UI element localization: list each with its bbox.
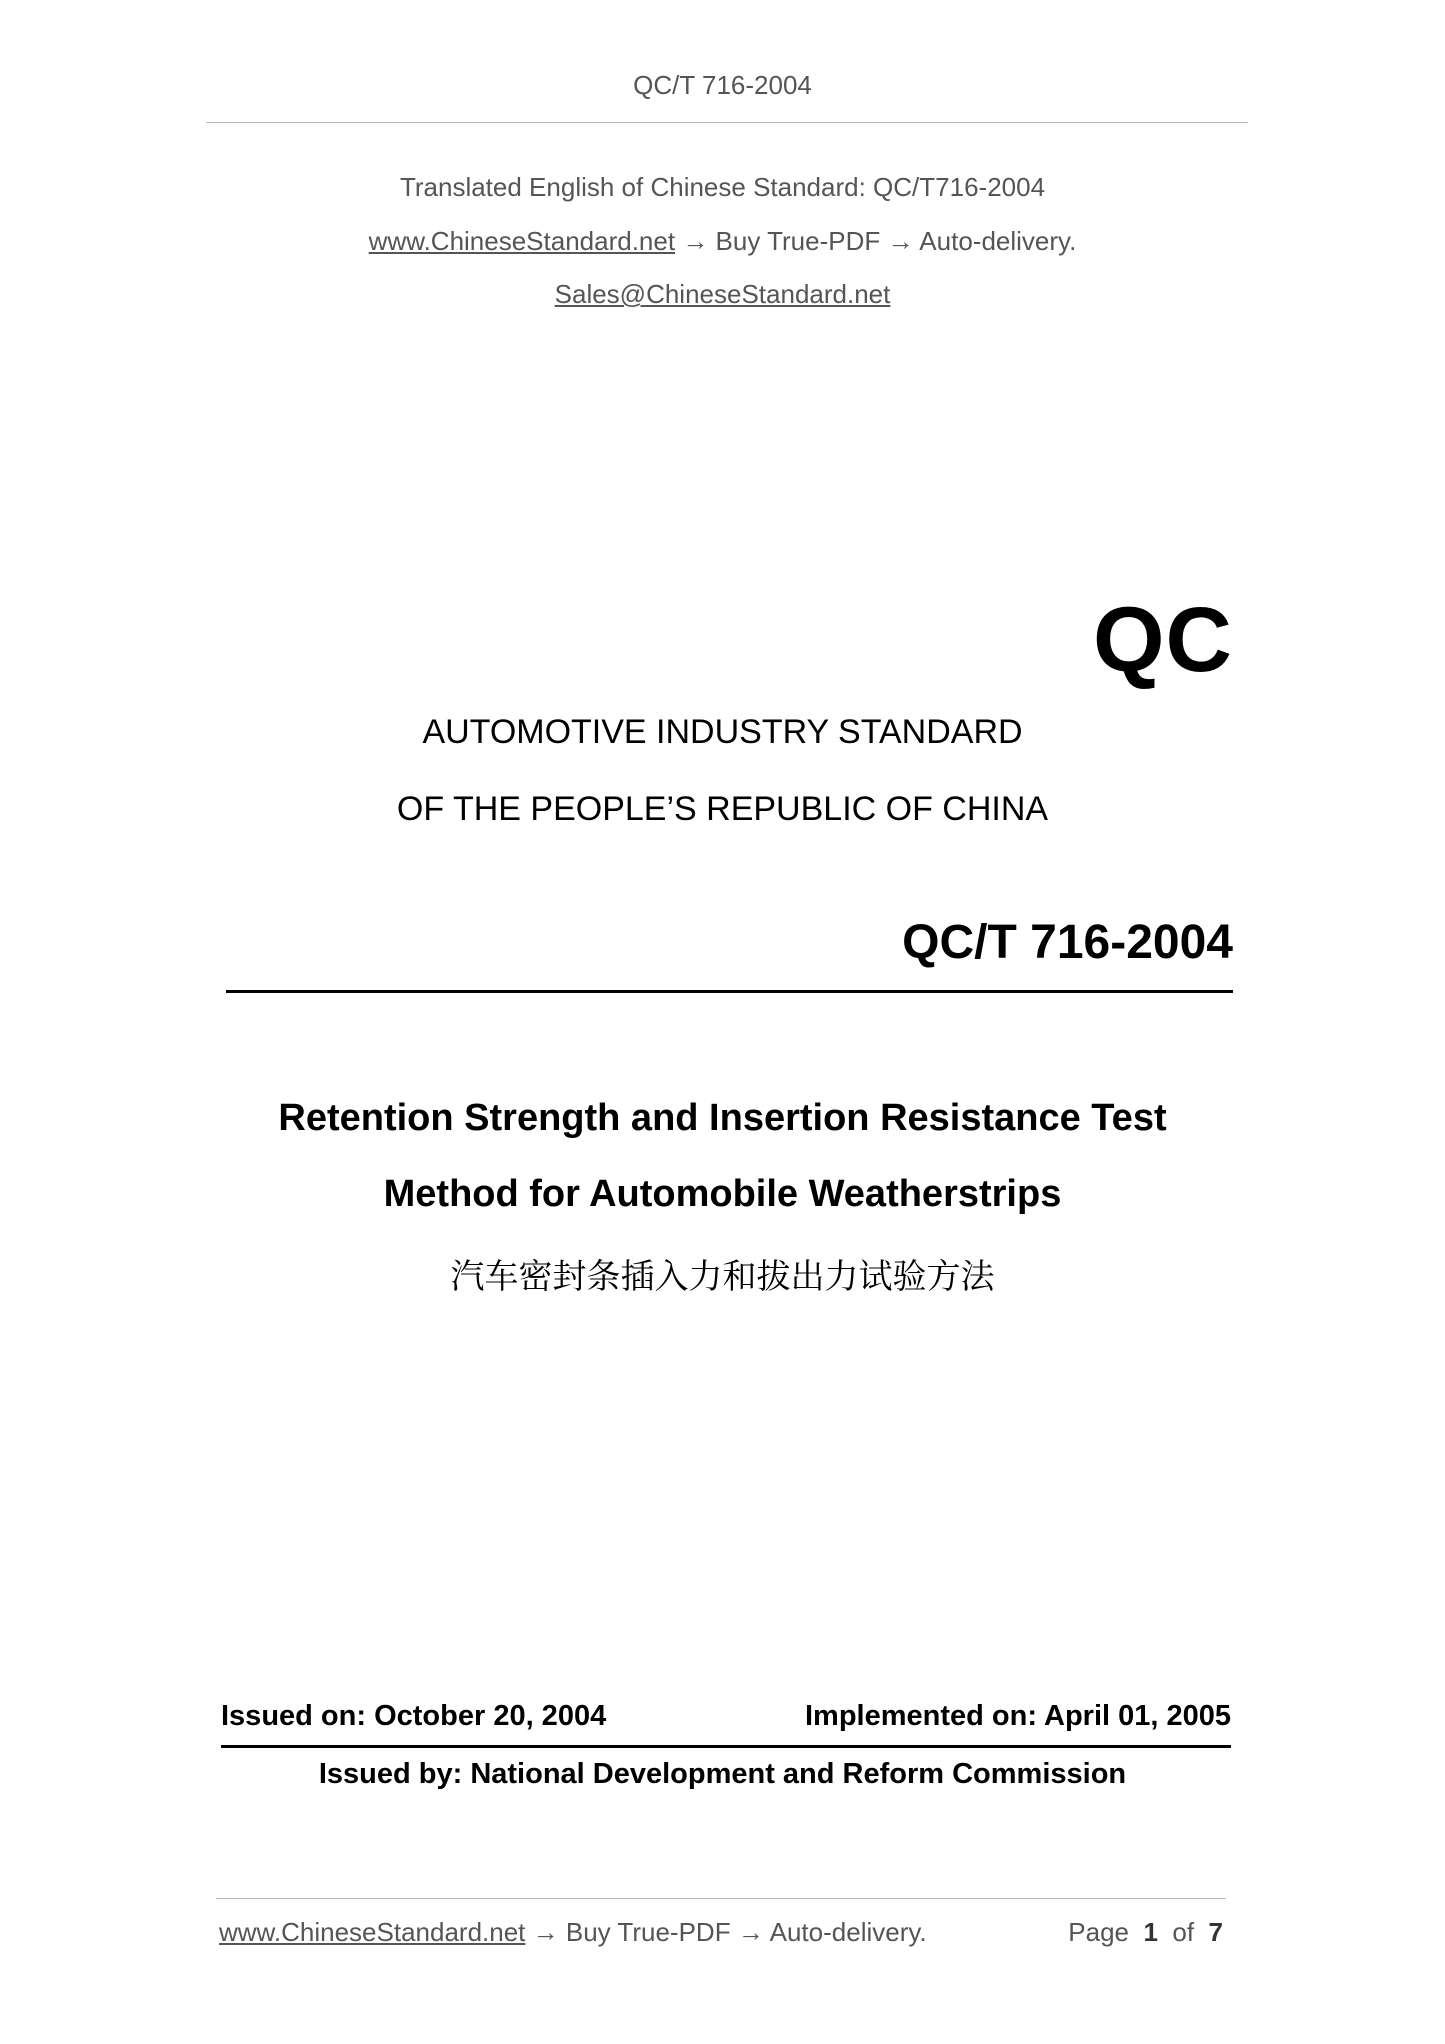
standard-number-divider [226,990,1233,993]
arrow-right-icon: → [737,1917,764,1947]
arrow-right-icon: → [682,226,709,256]
running-header: QC/T 716-2004 [633,70,812,100]
auto-delivery-text: Auto-delivery. [919,226,1077,256]
promo-line [0,226,1445,257]
site-link[interactable]: www.ChineseStandard.net [368,226,676,256]
sales-line [0,279,1445,310]
title-english-line-1: Retention Strength and Insertion Resistance Test [278,1097,1167,1139]
standard-type-line-1: AUTOMOTIVE INDUSTRY STANDARD [422,713,1023,751]
implemented-on-date: Implemented on: April 01, 2005 [805,1700,1231,1732]
footer-auto-delivery-text: Auto-delivery. [769,1917,927,1947]
buy-true-pdf-text: Buy True-PDF [715,226,881,256]
arrow-right-icon: → [887,226,914,256]
page-of-label: of [1172,1917,1195,1947]
issued-on-date: Issued on: October 20, 2004 [221,1700,607,1732]
footer-site-link[interactable]: www.ChineseStandard.net [219,1917,526,1947]
page-indicator [1068,1917,1223,1948]
translated-notice: Translated English of Chinese Standard: QC/T716-2004 [399,172,1046,202]
page-label: Page [1068,1917,1130,1947]
page-total: 7 [1208,1917,1223,1947]
standard-type-line-2: OF THE PEOPLE’S REPUBLIC OF CHINA [396,790,1049,828]
title-english-line-2: Method for Automobile Weatherstrips [383,1173,1062,1215]
footer-divider [216,1898,1226,1899]
issued-by: Issued by: National Development and Reform Commission [318,1758,1127,1790]
page-current: 1 [1143,1917,1158,1947]
footer-promo [219,1917,927,1948]
arrow-right-icon: → [532,1917,559,1947]
issue-divider [221,1745,1231,1748]
title-chinese: 汽车密封条插入力和拔出力试验方法 [450,1257,995,1297]
footer-buy-text: Buy True-PDF [565,1917,731,1947]
header-divider [206,122,1248,123]
qc-logo: QC [1093,589,1233,691]
sales-email-link[interactable]: Sales@ChineseStandard.net [554,279,891,309]
standard-number: QC/T 716-2004 [902,916,1233,969]
